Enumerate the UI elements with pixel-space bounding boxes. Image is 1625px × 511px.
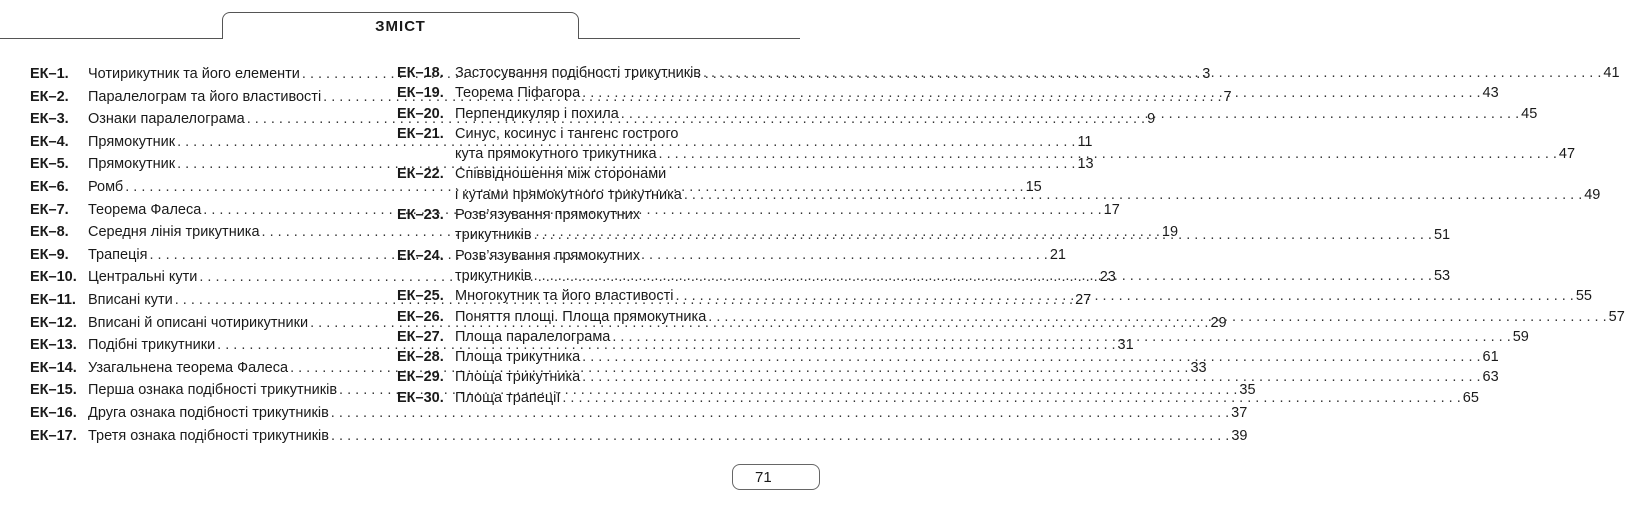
dot-leader [612,327,1510,347]
toc-entry-code: ЕК–29. [397,369,444,386]
toc-entry-code: ЕК–18. [397,65,444,81]
toc-entry-title: Площа трикутника [455,349,581,366]
toc-entry-page: 61 [1482,349,1499,366]
toc-entry-page: 63 [1482,369,1499,386]
toc-entry-code: ЕК–13. [30,337,77,354]
toc-entry-title: Вписані й описані чотирикутники [88,314,309,331]
toc-entry-page: 45 [1521,105,1538,122]
toc-entry-title: трикутників [455,267,532,284]
toc-entry-title: Площа трикутника [455,369,581,386]
toc-entry-code: ЕК–1. [30,66,69,82]
toc-entry-code: ЕК–28. [397,349,444,366]
toc-entry-page: 49 [1584,186,1601,203]
toc-entry-code: ЕК–10. [30,269,77,286]
dot-leader [331,425,1229,448]
toc-entry-title: Третя ознака подібності трикутників [88,427,329,444]
toc-entry-page: 19 [1161,224,1179,241]
toc-entry-code: ЕК–5. [30,156,69,173]
toc-entry-code: ЕК–11. [30,291,76,308]
toc-entry-code: ЕК–30. [397,389,444,406]
toc-entry-title: Прямокутник [88,133,176,150]
toc-entry[interactable] [397,83,1499,103]
toc-entry[interactable] [397,63,1620,83]
toc-entry-code: ЕК–24. [397,247,444,264]
toc-entry-page: 13 [1077,156,1094,173]
toc-entry-title: Поняття площі. Площа прямокутника [455,308,707,325]
toc-entry-title: Застосування подібності трикутників [455,65,701,81]
toc-entry-page: 23 [1099,269,1116,286]
toc-entry-title: Друга ознака подібності трикутників [88,404,329,421]
toc-entry-code: ЕК–3. [30,111,69,128]
toc-entry-title: Розв’язування прямокутних [455,247,640,264]
toc-entry-code: ЕК–22. [397,166,444,183]
toc-entry-code: ЕК–23. [397,207,444,224]
toc-entry-code: ЕК–12. [30,314,77,331]
toc-entry-page: 57 [1608,308,1625,325]
toc-entry-title: Вписані кути [88,291,173,308]
dot-leader [708,307,1606,327]
toc-entry-title: Чотирикутник та його елементи [88,66,300,82]
toc-entry-title: Перша ознака подібності трикутників [88,382,338,399]
toc-entry-code: ЕК–16. [30,404,77,421]
toc-entry-code: ЕК–17. [30,427,77,444]
toc-entry-code: ЕК–20. [397,105,444,122]
dot-leader [659,144,1557,164]
dot-leader [534,225,1432,245]
dot-leader [582,83,1480,103]
toc-entry[interactable] [397,347,1499,367]
toc-entry-code: ЕК–7. [30,201,69,218]
toc-entry-page: 31 [1117,337,1134,354]
toc-entry-code: ЕК–4. [30,133,69,150]
toc-entry-page: 37 [1231,404,1248,421]
dot-leader [675,286,1573,306]
toc-entry-code: ЕК–27. [397,328,444,345]
toc-entry-page: 35 [1239,382,1256,399]
toc-entry-page: 65 [1462,389,1479,406]
toc-entry-code: ЕК–25. [397,288,444,305]
toc-entry-title: Паралелограм та його властивості [88,88,322,105]
dot-leader [534,266,1432,286]
toc-entry-page: 21 [1049,246,1066,263]
toc-entry-page: 47 [1558,146,1576,163]
toc-entry-title: Співвідношення між сторонами [455,166,667,183]
toc-entry-code: ЕК–6. [30,178,69,195]
toc-entry-code: ЕК–19. [397,85,444,102]
toc-entry-title: трикутників [455,227,532,244]
toc-entry-title: Теорема Фалеса [88,201,202,218]
toc-entry-code: ЕК–8. [30,224,69,241]
toc-entry-page: 11 [1077,133,1093,150]
dot-leader [562,388,1460,408]
toc-entry-title: Середня лінія трикутника [88,224,260,241]
toc-entry-title: і кутами прямокутного трикутника [455,186,682,203]
toc-entry-title: Многокутник та його властивості [455,288,674,305]
page-number: 71 [755,469,772,486]
toc-entry-title: Центральні кути [88,269,198,286]
toc-entry-page: 39 [1231,427,1248,444]
toc-entry-title: Ромб [88,178,124,195]
toc-entry-code: ЕК–9. [30,246,69,263]
toc-entry-page: 7 [1223,88,1232,105]
toc-entry-page: 27 [1075,291,1092,308]
toc-entry-page: 55 [1575,288,1592,305]
toc-entry-title: Ознаки паралелограма [88,111,245,128]
toc-entry-page: 51 [1433,227,1451,244]
toc-entry-title: Синус, косинус і тангенс гострого [455,125,679,142]
toc-entry-code: ЕК–14. [30,359,77,376]
dot-leader [684,185,1582,205]
page-number-tab [732,464,820,490]
toc-entry-title: Розв’язування прямокутних [455,207,640,224]
toc-entry[interactable] [30,425,1248,448]
dot-leader [582,367,1480,387]
toc-entry-title: Площа паралелограма [455,328,611,345]
toc-entry-page: 43 [1482,85,1499,102]
toc-entry-page: 59 [1512,328,1529,345]
toc-entry-title: Подібні трикутники [88,337,216,354]
toc-entry-title: Трапеція [88,246,148,263]
toc-entry-page: 53 [1433,267,1451,284]
toc-entry-page: 15 [1025,178,1042,195]
page-title: ЗМІСТ [222,12,579,39]
toc-entry-code: ЕК–15. [30,382,77,399]
toc-entry-page: 33 [1190,359,1207,376]
toc-entry[interactable] [30,402,1248,425]
toc-entry-title: Узагальнена теорема Фалеса [88,359,289,376]
toc-entry-page: 29 [1210,314,1227,331]
toc-entry-page: 3 [1202,66,1211,82]
toc-entry-code: ЕК–2. [30,88,69,105]
toc-entry-page: 17 [1103,201,1120,218]
toc-entry[interactable] [397,104,1538,124]
toc-entry-title: кута прямокутного трикутника [455,146,657,163]
toc-entry-page: 9 [1147,111,1156,128]
toc-entry-title: Прямокутник [88,156,176,173]
toc-entry-page: 41 [1603,65,1620,81]
dot-leader [582,347,1480,367]
toc-entry-title: Перпендикуляр і похила [455,105,619,122]
dot-leader [703,63,1601,83]
toc-entry-title: Теорема Піфагора [455,85,581,102]
toc-entry-code: ЕК–21. [397,125,444,142]
toc-entry-code: ЕК–26. [397,308,444,325]
dot-leader [621,104,1519,124]
toc-entry-title: Площа трапеції [455,389,561,406]
